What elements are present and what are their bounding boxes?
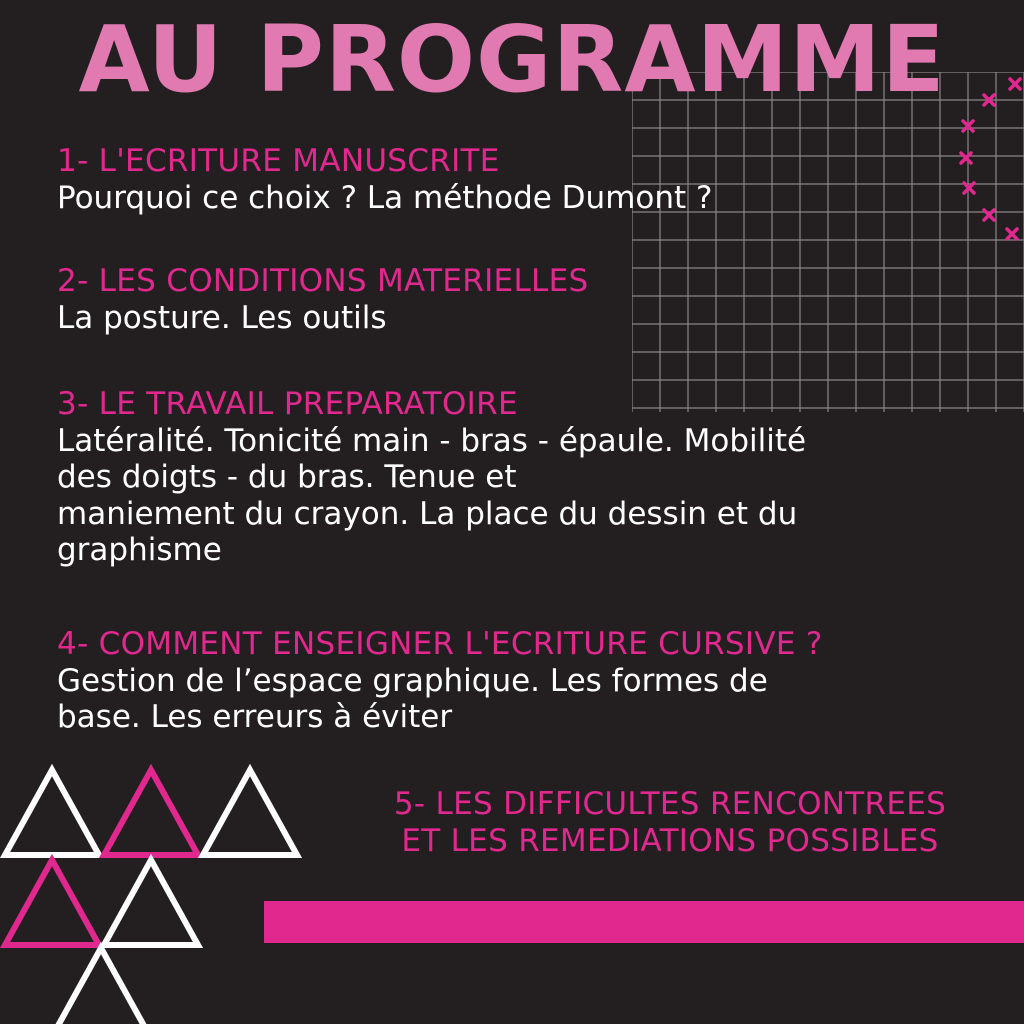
section-5-heading-line: ET LES REMEDIATIONS POSSIBLES — [401, 822, 939, 859]
grid-pattern — [632, 72, 1024, 412]
section-3-line: graphisme — [57, 532, 222, 569]
triangle-pink — [5, 860, 99, 945]
section-4-heading: 4- COMMENT ENSEIGNER L'ECRITURE CURSIVE ? — [57, 626, 823, 662]
section-1-heading: 1- L'ECRITURE MANUSCRITE — [57, 143, 500, 179]
triangle-white — [5, 770, 99, 855]
triangle-pink — [104, 770, 198, 855]
section-5 — [320, 786, 1020, 859]
section-2-line: La posture. Les outils — [57, 299, 387, 336]
triangle-white — [104, 860, 198, 945]
section-5-heading-line: 5- LES DIFFICULTES RENCONTREES — [393, 786, 947, 822]
section-3-line: maniement du crayon. La place du dessin et du — [57, 495, 798, 532]
triangle-white — [54, 948, 148, 1024]
section-1 — [57, 143, 1017, 216]
section-4-line: base. Les erreurs à éviter — [57, 699, 453, 736]
section-2-body — [57, 300, 1017, 337]
section-2-heading: 2- LES CONDITIONS MATERIELLES — [57, 263, 589, 299]
section-4-body — [57, 663, 1017, 736]
section-3-line: Latéralité. Tonicité main - bras - épaule. Mobilité — [57, 422, 807, 459]
section-3 — [57, 386, 1017, 569]
section-1-line: Pourquoi ce choix ? La méthode Dumont ? — [57, 179, 713, 216]
triangle-white — [203, 770, 297, 855]
section-3-heading: 3- LE TRAVAIL PREPARATOIRE — [57, 386, 518, 422]
triangle-outlines — [0, 760, 320, 1024]
section-3-body — [57, 423, 1017, 569]
accent-bar — [264, 901, 1024, 943]
section-2 — [57, 263, 1017, 336]
section-4-line: Gestion de l’espace graphique. Les formes de — [57, 662, 768, 699]
section-1-body — [57, 180, 1017, 217]
section-3-line: des doigts - du bras. Tenue et — [57, 459, 517, 496]
page-title: AU PROGRAMME — [78, 6, 946, 113]
section-4 — [57, 626, 1017, 736]
